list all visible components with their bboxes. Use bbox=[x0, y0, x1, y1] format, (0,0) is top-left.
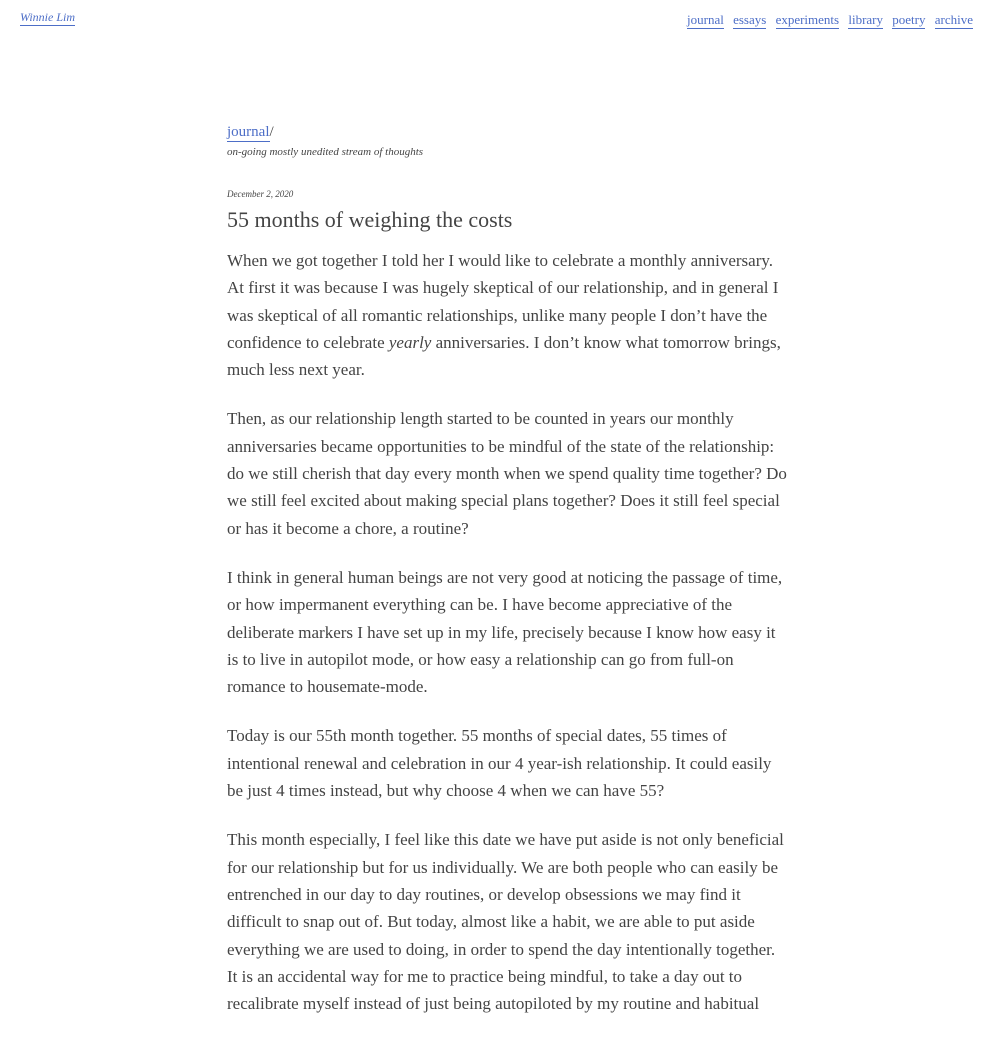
post-paragraph-3: I think in general human beings are not very good at noticing the passage of time, or how impermanent everything can be. I have become appreciative of the deliberate markers I have set up in my life, precisely because I know how easy it is to live in autopilot mode, or how easy a relationship can go from full-on romance to housemate-mode. bbox=[227, 567, 783, 697]
p1-text-after: anniversaries. I don’t know what tomorrow brings, much less next year. bbox=[227, 332, 781, 380]
post-paragraph-4: Today is our 55th month together. 55 months of special dates, 55 times of intentional renewal and celebration in our 4 year-ish relationship. It could easily be just 4 times instead, but why choose 4 when we can have 55? bbox=[227, 726, 772, 801]
nav-archive[interactable]: archive bbox=[934, 12, 973, 27]
nav-essays[interactable]: essays bbox=[733, 12, 767, 27]
nav-library[interactable]: library bbox=[848, 12, 884, 27]
p1-emphasis: yearly bbox=[388, 332, 432, 352]
nav-poetry[interactable]: poetry bbox=[892, 12, 926, 27]
post-paragraph-1 bbox=[227, 247, 787, 383]
top-nav bbox=[681, 12, 973, 28]
post-paragraph-5: This month especially, I feel like this date we have put aside is not only beneficial for our relationship but for us individually. We are both people who can easily be entrenched in our day to day routines, or develop obsessions we may find it difficult to snap out of. But today, almost like a habit, we are able to put aside everything we are used to doing, in order to spend the day intentionally together. It is an accidental way for me to practice being mindful, to take a day out to recalibrate myself instead of just being autopiloted by my routine and habitual bbox=[227, 830, 784, 1014]
breadcrumb-separator: / bbox=[269, 124, 274, 140]
post-date: December 2, 2020 bbox=[227, 189, 294, 199]
site-name-link[interactable]: Winnie Lim bbox=[20, 10, 76, 24]
section-link-journal[interactable]: journal bbox=[227, 124, 270, 140]
main-content bbox=[227, 122, 787, 1039]
section-description: on-going mostly unedited stream of thoughts bbox=[227, 146, 424, 158]
post-title: 55 months of weighing the costs bbox=[227, 207, 513, 232]
section-breadcrumb bbox=[227, 122, 787, 142]
post-paragraph-2: Then, as our relationship length started to be counted in years our monthly anniversaries became opportunities to be mindful of the state of the relationship: do we still cherish that day every month when we spend quality time together? Do we still feel excited about making special plans together? Does it still feel special or has it become a chore, a routine? bbox=[227, 409, 787, 538]
post-body bbox=[227, 247, 787, 1017]
nav-experiments[interactable]: experiments bbox=[775, 12, 840, 27]
nav-journal[interactable]: journal bbox=[687, 12, 724, 27]
p1-text-before: When we got together I told her I would like to celebrate a monthly anniversary. At first it was because I was hugely skeptical of our relationship, and in general I was skeptical of all romantic relationships, unlike many people I don’t have the confidence to celebrate bbox=[227, 251, 779, 352]
